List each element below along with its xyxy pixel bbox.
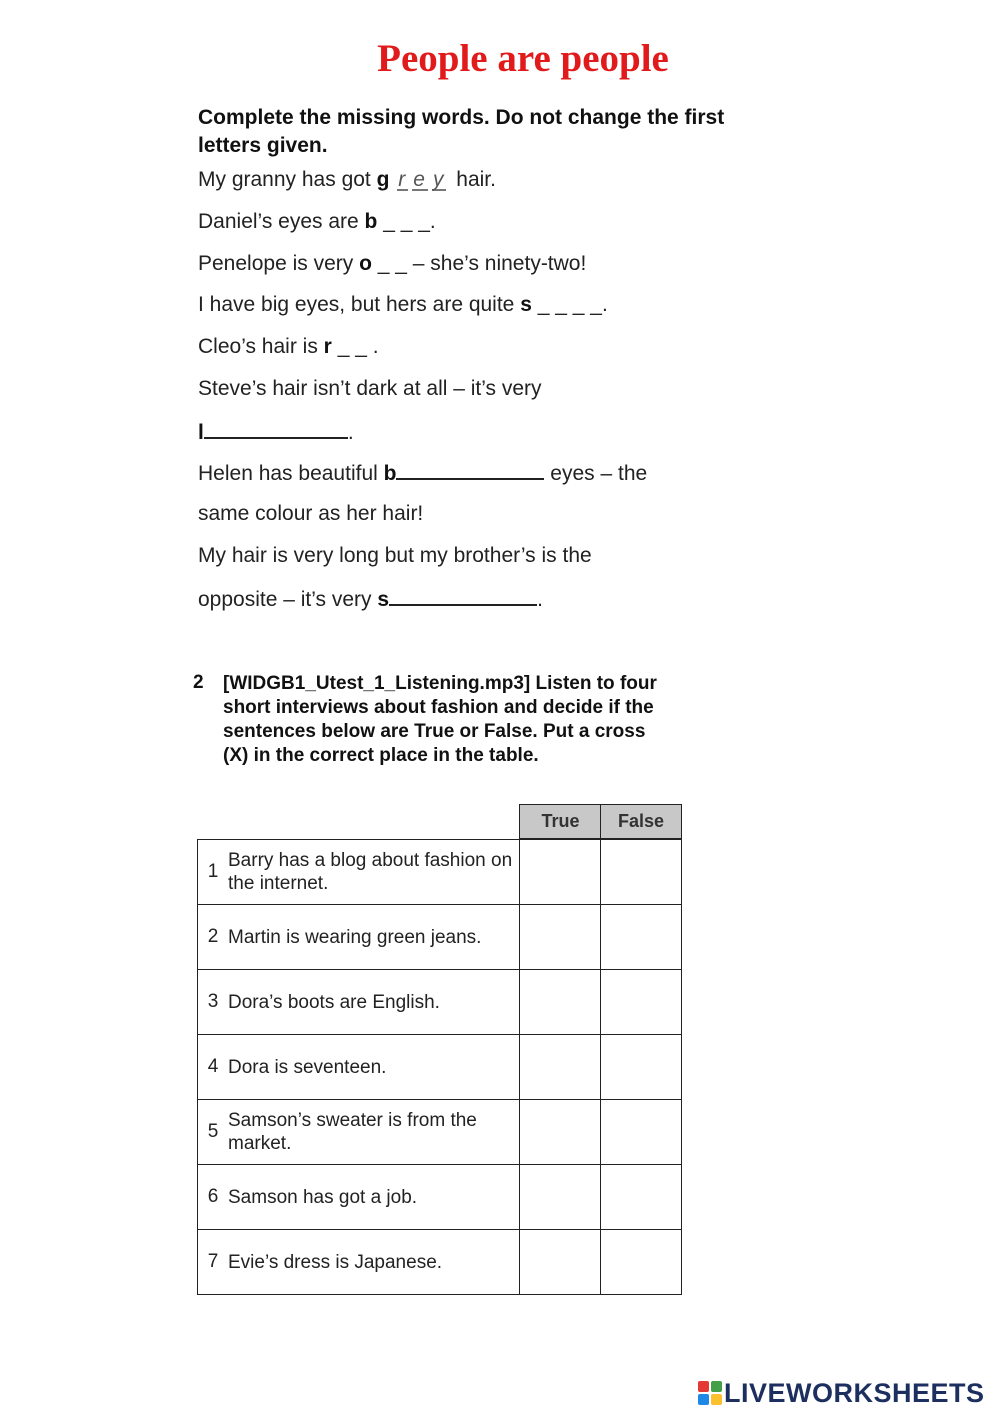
row-statement: Dora’s boots are English. <box>228 970 520 1035</box>
sentence-6: Steve’s hair isn’t dark at all – it’s very <box>198 377 542 400</box>
false-checkbox[interactable] <box>601 905 682 970</box>
sentence-6-continued: l . <box>198 421 354 444</box>
sentence-8: My hair is very long but my brother’s is the <box>198 544 592 567</box>
row-statement: Martin is wearing green jeans. <box>228 905 520 970</box>
table-row <box>198 1165 682 1230</box>
liveworksheets-logo <box>698 1378 985 1408</box>
table-row <box>198 1230 682 1295</box>
sentence-1: My granny has got g r e y hair. <box>198 168 496 191</box>
answer-input-2[interactable]: _ _ _. <box>377 210 436 233</box>
sentence-3: Penelope is very o _ _ – she’s ninety-two! <box>198 252 587 275</box>
true-column-header: True <box>519 804 602 839</box>
row-number: 1 <box>198 840 229 905</box>
false-checkbox[interactable] <box>601 970 682 1035</box>
table-row <box>198 905 682 970</box>
row-number: 4 <box>198 1035 229 1100</box>
true-checkbox[interactable] <box>520 970 601 1035</box>
answer-input-3[interactable]: _ _ – she’s ninety-two! <box>371 252 587 275</box>
answer-input-6[interactable] <box>204 419 348 439</box>
answer-input-8[interactable] <box>389 586 537 606</box>
sentence-7: Helen has beautiful b eyes – the <box>198 462 648 485</box>
sentence-4: I have big eyes, but hers are quite s _ _ _ _. <box>198 293 608 316</box>
row-number: 3 <box>198 970 229 1035</box>
logo-text: LIVEWORKSHEETS <box>724 1377 985 1408</box>
table-row <box>198 970 682 1035</box>
question-number: 2 <box>193 672 204 693</box>
false-checkbox[interactable] <box>601 1100 682 1165</box>
page-title: People are people <box>377 37 669 80</box>
true-checkbox[interactable] <box>520 840 601 905</box>
true-checkbox[interactable] <box>520 905 601 970</box>
row-number: 2 <box>198 905 229 970</box>
row-statement: Samson’s sweater is from the market. <box>228 1100 520 1165</box>
row-number: 7 <box>198 1230 229 1295</box>
table-row <box>198 1035 682 1100</box>
liveworksheets-logo-icon <box>698 1381 722 1405</box>
answer-input-4[interactable]: _ _ _ _. <box>531 293 608 316</box>
sentence-5: Cleo’s hair is r _ _ . <box>198 335 379 358</box>
true-checkbox[interactable] <box>520 1230 601 1295</box>
true-checkbox[interactable] <box>520 1035 601 1100</box>
row-number: 6 <box>198 1165 229 1230</box>
sentence-8-continued: opposite – it’s very s . <box>198 588 543 611</box>
table-row <box>198 1100 682 1165</box>
false-checkbox[interactable] <box>601 1165 682 1230</box>
row-statement: Dora is seventeen. <box>228 1035 520 1100</box>
false-column-header: False <box>600 804 682 839</box>
answer-input-5[interactable]: _ _ . <box>331 335 379 358</box>
true-checkbox[interactable] <box>520 1165 601 1230</box>
sentence-2: Daniel’s eyes are b _ _ _. <box>198 210 436 233</box>
section2-instruction: [WIDGB1_Utest_1_Listening.mp3] Listen to four short interviews about fashion and decide if the sentences below are True or False. Put a cross (X) in the correct place in the table. <box>223 673 657 766</box>
answer-input-1[interactable]: r e y <box>398 168 446 191</box>
table-row <box>198 840 682 905</box>
row-statement: Samson has got a job. <box>228 1165 520 1230</box>
row-statement: Evie’s dress is Japanese. <box>228 1230 520 1295</box>
sentence-7-continued: same colour as her hair! <box>198 502 424 525</box>
answer-input-7[interactable] <box>396 460 544 480</box>
false-checkbox[interactable] <box>601 1230 682 1295</box>
section1-instruction: Complete the missing words. Do not change the first letters given. <box>198 106 725 157</box>
true-false-table <box>197 839 682 1295</box>
false-checkbox[interactable] <box>601 840 682 905</box>
row-statement: Barry has a blog about fashion on the internet. <box>228 840 520 905</box>
row-number: 5 <box>198 1100 229 1165</box>
false-checkbox[interactable] <box>601 1035 682 1100</box>
true-checkbox[interactable] <box>520 1100 601 1165</box>
